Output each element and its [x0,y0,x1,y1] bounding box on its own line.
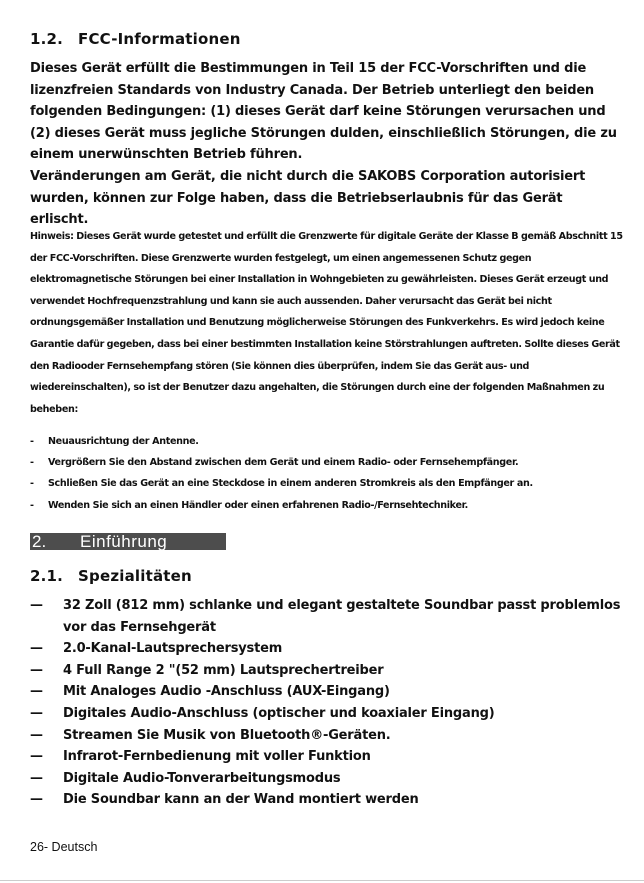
dash-marker: — [30,792,43,808]
list-item: — Mit Analoges Audio -Anschluss (AUX-Eingang) [30,681,630,703]
features-list [30,595,630,811]
dash-marker: — [30,662,43,678]
list-item: - Vergrößern Sie den Abstand zwischen dem Gerät und einem Radio- oder Fernsehempfänger. [30,452,533,473]
list-item: — Digitales Audio-Anschluss (optischer und koaxialer Eingang) [30,703,630,725]
list-item: — Die Soundbar kann an der Wand montiert werden [30,789,630,811]
list-item: — 2.0-Kanal-Lautsprechersystem [30,638,630,660]
list-item: - Wenden Sie sich an einen Händler oder einen erfahrenen Radio-/Fernsehtechniker. [30,495,533,516]
bullet-marker: - [30,457,34,469]
dash-marker: — [30,749,43,765]
chapter-title: Einführung [80,532,168,551]
special-section-heading [30,567,192,585]
dash-marker: — [30,684,43,700]
fcc-modification-paragraph: Veränderungen am Gerät, die nicht durch die SAKOBS Corporation autorisiert wurden, können zur Folge haben, dass die Betriebserlaubnis für das Gerät erlischt. [30,169,586,228]
bullet-marker: - [30,436,34,447]
list-item: — 4 Full Range 2 "(52 mm) Lautsprechertreiber [30,660,630,682]
list-item: — Digitale Audio-Tonverarbeitungsmodus [30,768,630,790]
list-item: — Infrarot-Fernbedienung mit voller Funktion [30,746,630,768]
page-bottom-divider [0,880,644,881]
fcc-compliance-paragraph: Dieses Gerät erfüllt die Bestimmungen in Teil 15 der FCC-Vorschriften und die lizenzfreien Standards von Industry Canada. Der Betrieb unterliegt den beiden folgenden Bedingungen: (1) dieses Gerät darf keine Störungen verursachen und (2) dieses Gerät muss jegliche Störungen dulden, einschließlich Störungen, die zu einem unerwünschten Betrieb führen. [30,61,617,163]
list-item: — Streamen Sie Musik von Bluetooth®-Geräten. [30,725,630,747]
dash-marker: — [30,727,43,743]
fcc-section-heading [30,30,241,48]
dash-marker: — [30,641,43,657]
bullet-marker: - [30,478,34,490]
chapter-banner [30,533,226,550]
fcc-measures-list [30,431,533,516]
dash-marker: — [30,770,43,786]
list-item: — 32 Zoll (812 mm) schlanke und elegant gestaltete Soundbar passt problemlos vor das Fernsehgerät [30,595,630,638]
dash-marker: — [30,705,43,721]
fcc-hinweis-paragraph: Hinweis: Dieses Gerät wurde getestet und erfüllt die Grenzwerte für digitale Geräte der Klasse B gemäß Abschnitt 15 der FCC-Vorschriften. Diese Grenzwerte wurden festgelegt, um einen angemessenen Schutz gegen elektromagnetische Störungen bei einer Installation in Wohngebieten zu gewährleisten. Dieses Gerät erzeugt und verwendet Hochfrequenzstrahlung und kann sie auch aussenden. Daher verursacht das Gerät bei nicht ordnungsgemäßer Installation und Benutzung möglicherweise Störungen des Funkverkehrs. Es wird jedoch keine Garantie dafür gegeben, dass bei einer bestimmten Installation keine Störstrahlungen auftreten. Sollte dieses Gerät den Radiooder Fernsehempfang stören (Sie können dies überprüfen, indem Sie das Gerät aus- und wiedereinschalten), so ist der Benutzer dazu angehalten, die Störungen durch eine der folgenden Maßnahmen zu beheben: [30,231,623,415]
page-footer: 26- Deutsch [30,840,98,854]
dash-marker: — [30,598,43,613]
special-section-number: 2.1. [30,567,64,585]
list-item: - Schließen Sie das Gerät an eine Steckdose in einem anderen Stromkreis als den Empfänger an. [30,473,533,494]
special-section-title: Spezialitäten [78,567,192,585]
fcc-section-title: FCC-Informationen [78,30,241,48]
bullet-marker: - [30,499,34,511]
chapter-number: 2. [32,532,47,551]
fcc-section-number: 1.2. [30,30,64,48]
list-item: - Neuausrichtung der Antenne. [30,431,533,452]
